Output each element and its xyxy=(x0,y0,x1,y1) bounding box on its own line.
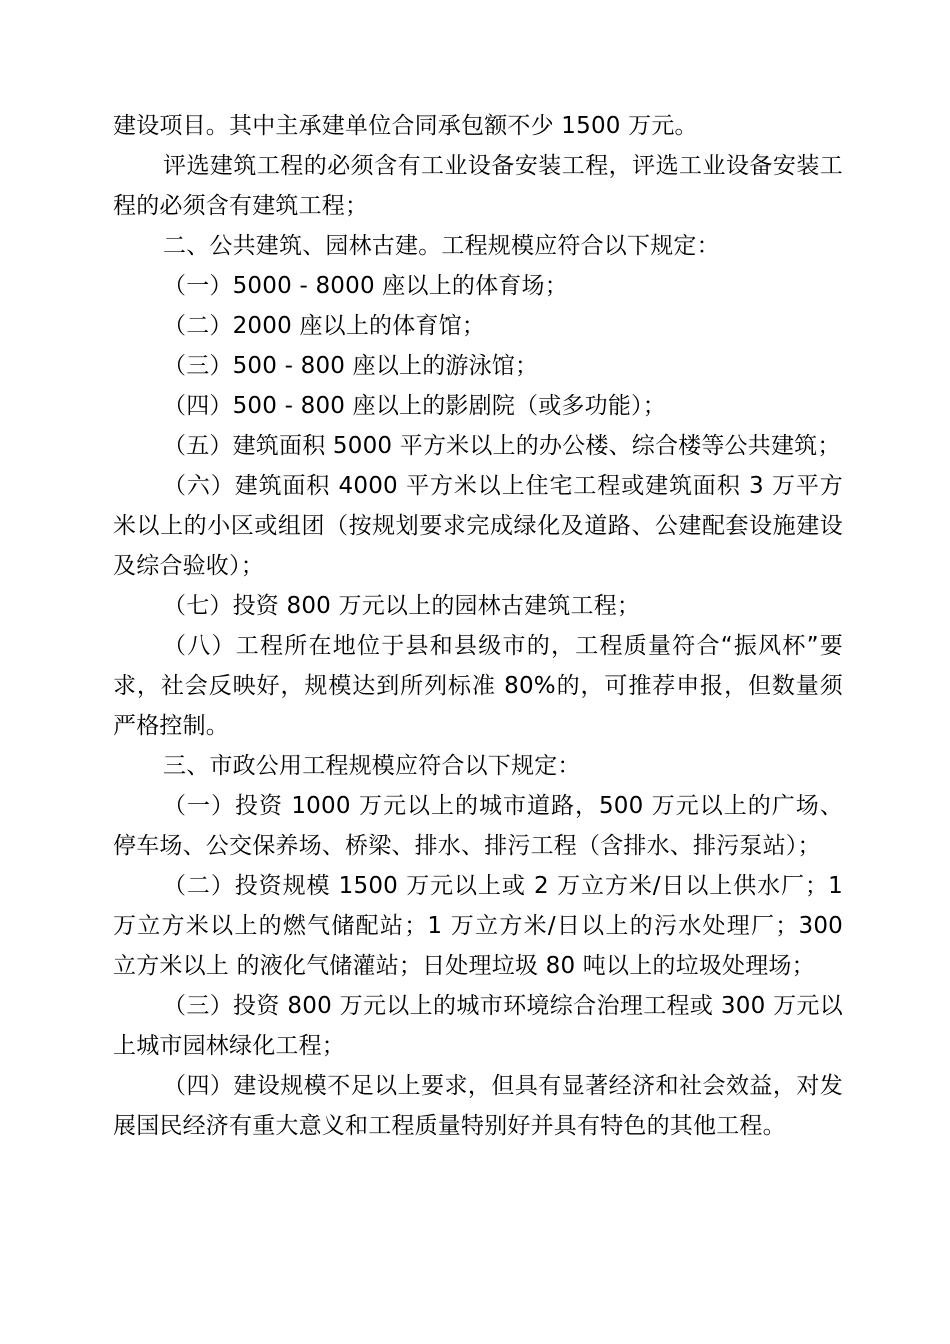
section-heading-municipal-works: 三、市政公用工程规模应符合以下规定： xyxy=(163,753,581,779)
paragraph-requirement-note: 评选建筑工程的必须含有工业设备安装工程，评选工业设备安装工程的必须含有建筑工程； xyxy=(113,153,843,219)
list-item-county-projects: （八）工程所在地位于县和县级市的，工程质量符合“振风杯”要求，社会反映好，规模达到所列标准 80%的，可推荐申报，但数量须严格控制。 xyxy=(113,633,843,739)
section-heading-public-buildings: 二、公共建筑、园林古建。工程规模应符合以下规定： xyxy=(163,233,720,259)
list-item-environment: （三）投资 800 万元以上的城市环境综合治理工程或 300 万元以上城市园林绿化工程； xyxy=(113,993,843,1059)
list-item-stadium: （一）5000 - 8000 座以上的体育场； xyxy=(163,273,568,299)
list-item-gymnasium: （二）2000 座以上的体育馆； xyxy=(163,313,486,339)
list-item-residential: （六）建筑面积 4000 平方米以上住宅工程或建筑面积 3 万平方米以上的小区或组团（按规划要求完成绿化及道路、公建配套设施建设及综合验收）； xyxy=(113,473,843,579)
paragraph-continuation: 建设项目。其中主承建单位合同承包额不少 1500 万元。 xyxy=(113,113,698,139)
list-item-garden-architecture: （七）投资 800 万元以上的园林古建筑工程； xyxy=(163,593,641,619)
list-item-utilities: （二）投资规模 1500 万元以上或 2 万立方米/日以上供水厂；1 万立方米以上的燃气储配站；1 万立方米/日以上的污水处理厂；300 立方米以上 的液化气储灌站；日处理垃圾 80 吨以上的垃圾处理场； xyxy=(113,873,843,979)
list-item-urban-roads: （一）投资 1000 万元以上的城市道路，500 万元以上的广场、停车场、公交保养场、桥梁、排水、排污工程（含排水、排污泵站）； xyxy=(113,793,843,859)
list-item-other-projects: （四）建设规模不足以上要求，但具有显著经济和社会效益，对发展国民经济有重大意义和工程质量特别好并具有特色的其他工程。 xyxy=(113,1073,843,1139)
list-item-office-building: （五）建筑面积 5000 平方米以上的办公楼、综合楼等公共建筑； xyxy=(163,433,841,459)
list-item-theater: （四）500 - 800 座以上的影剧院（或多功能）； xyxy=(163,393,666,419)
list-item-natatorium: （三）500 - 800 座以上的游泳馆； xyxy=(163,353,539,379)
document-body xyxy=(113,106,843,1146)
